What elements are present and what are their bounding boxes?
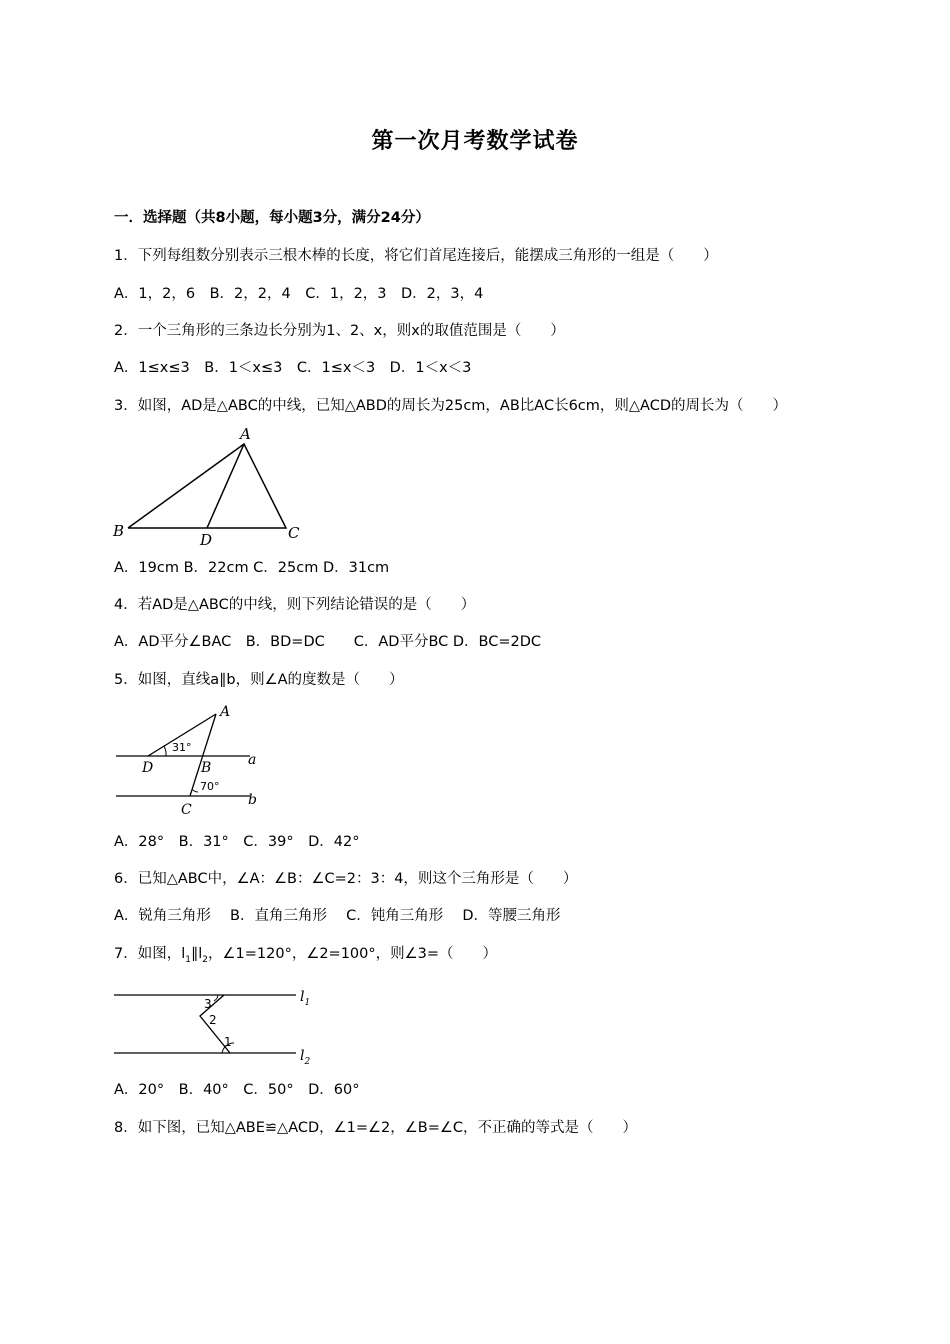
angle-31: 31°	[172, 741, 192, 754]
question-5-options: A．28° B．31° C．39° D．42°	[114, 834, 360, 850]
subscript-1: 1	[185, 954, 191, 965]
label-C: C	[181, 802, 192, 818]
label-l2: $l_2$	[300, 1048, 311, 1066]
page-title: 第一次月考数学试卷	[371, 129, 579, 154]
stem-part: ∥l	[191, 946, 203, 962]
question-5-stem: 5．如图，直线a∥b，则∠A的度数是（ ）	[114, 672, 404, 688]
label-A: A	[220, 704, 231, 720]
question-7-options: A．20° B．40° C．50° D．60°	[114, 1082, 360, 1098]
question-8-stem: 8．如下图，已知△ABE≌△ACD，∠1=∠2，∠B=∠C，不正确的等式是（ ）	[114, 1120, 637, 1136]
stem-part: 7．如图，l	[114, 946, 186, 962]
question-3-stem: 3．如图，AD是△ABC的中线，已知△ABD的周长为25cm，AB比AC长6cm，则△ACD的周长为（ ）	[114, 398, 788, 414]
question-4-options: A．AD平分∠BAC B．BD=DC C．AD平分BC D．BC=2DC	[114, 634, 542, 650]
question-1-stem: 1．下列每组数分别表示三根木棒的长度，将它们首尾连接后，能摆成三角形的一组是（ ）	[114, 248, 718, 264]
section-heading: 一．选择题（共8小题，每小题3分，满分24分）	[114, 210, 430, 226]
angle-2-label: 2	[209, 1013, 217, 1027]
question-6-stem: 6．已知△ABC中，∠A：∠B：∠C=2：3：4，则这个三角形是（ ）	[114, 871, 578, 887]
label-b: b	[248, 792, 257, 808]
label-B: B	[201, 760, 212, 776]
subscript-2: 2	[202, 954, 209, 965]
label-D: D	[142, 760, 154, 776]
question-3-figure	[108, 424, 308, 550]
question-1-options: A．1，2，6 B．2，2，4 C．1，2，3 D．2，3，4	[114, 286, 484, 302]
question-5-figure	[108, 698, 268, 822]
label-C: C	[288, 524, 300, 542]
question-2-stem: 2．一个三角形的三条边长分别为1、2、x，则x的取值范围是（ ）	[114, 323, 565, 339]
angle-1-label: 1	[224, 1035, 232, 1049]
question-7-stem	[114, 944, 497, 970]
question-6-options: A．锐角三角形 B．直角三角形 C．钝角三角形 D．等腰三角形	[114, 908, 561, 924]
label-a: a	[248, 752, 257, 768]
question-2-options: A．1≤x≤3 B．1＜x≤3 C．1≤x＜3 D．1＜x＜3	[114, 360, 472, 376]
question-7-figure	[108, 980, 323, 1066]
label-B: B	[113, 522, 125, 540]
stem-part: ，∠1=120°，∠2=100°，则∠3=（ ）	[208, 946, 497, 962]
angle-3-label: 3	[204, 997, 212, 1011]
angle-70: 70°	[200, 780, 220, 793]
label-l1: $l_1$	[300, 989, 311, 1008]
label-D: D	[200, 531, 213, 549]
question-3-options: A．19cm B．22cm C．25cm D．31cm	[114, 560, 390, 576]
label-A: A	[240, 425, 251, 443]
question-4-stem: 4．若AD是△ABC的中线，则下列结论错误的是（ ）	[114, 597, 476, 613]
